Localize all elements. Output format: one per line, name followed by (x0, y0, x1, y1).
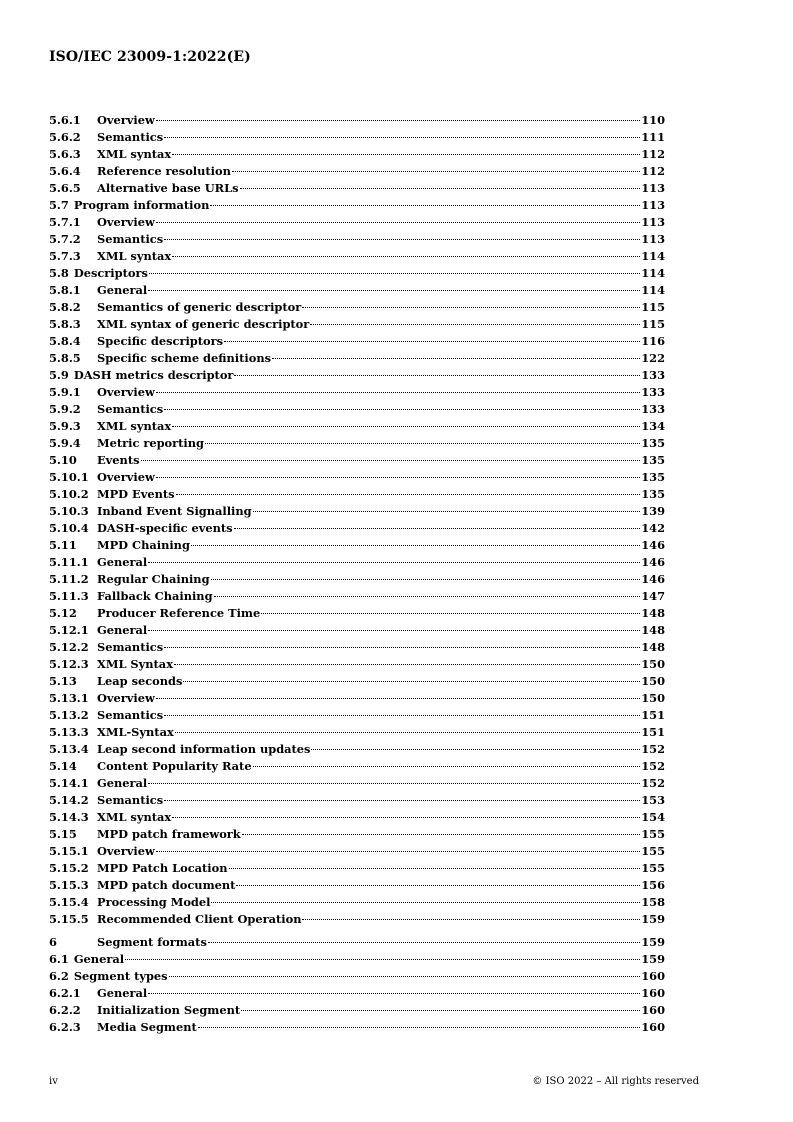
toc-entry-page: 113 (641, 198, 665, 212)
toc-entry-title: General (73, 952, 125, 966)
toc-entry[interactable] (49, 934, 665, 951)
toc-entry-number: 5.14 (49, 759, 77, 773)
toc-entry-title: Events (97, 453, 140, 467)
toc-dot-leader (311, 749, 640, 750)
toc-entry-title: Semantics (97, 130, 164, 144)
toc-entry-page: 160 (641, 986, 665, 1000)
toc-dot-leader (172, 154, 640, 155)
toc-entry-page: 133 (641, 402, 665, 416)
toc-entry[interactable] (49, 520, 665, 537)
toc-dot-leader (272, 358, 640, 359)
toc-entry-page: 154 (641, 810, 665, 824)
toc-dot-leader (176, 494, 641, 495)
toc-entry-page: 113 (641, 232, 665, 246)
toc-entry-title: Semantics (97, 708, 164, 722)
toc-entry-title: Segment types (73, 969, 168, 983)
toc-entry[interactable] (49, 367, 665, 384)
toc-entry-title: Semantics (97, 232, 164, 246)
toc-entry-number: 5.12.1 (49, 623, 89, 637)
toc-entry[interactable] (49, 809, 665, 826)
toc-entry-number: 6.2.2 (49, 1003, 81, 1017)
toc-dot-leader (229, 868, 641, 869)
toc-dot-leader (253, 511, 641, 512)
toc-entry-page: 116 (641, 334, 665, 348)
toc-entry-number: 5.6.3 (49, 147, 81, 161)
toc-entry-number: 5.13.4 (49, 742, 89, 756)
toc-entry[interactable] (49, 877, 665, 894)
toc-entry-number: 5.11.2 (49, 572, 89, 586)
toc-entry-page: 115 (641, 317, 665, 331)
toc-entry-number: 5.11.1 (49, 555, 89, 569)
toc-entry[interactable] (49, 690, 665, 707)
toc-entry-title: DASH metrics descriptor (73, 368, 234, 382)
toc-entry-number: 5.14.3 (49, 810, 89, 824)
toc-entry-number: 5.13 (49, 674, 77, 688)
toc-entry[interactable] (49, 197, 665, 214)
toc-entry-number: 5.15.5 (49, 912, 89, 926)
toc-entry-number: 5.8.4 (49, 334, 81, 348)
toc-dot-leader (148, 783, 640, 784)
toc-entry-page: 159 (641, 935, 665, 949)
toc-entry-page: 148 (641, 640, 665, 654)
toc-entry-title: XML syntax (97, 419, 172, 433)
toc-entry[interactable] (49, 146, 665, 163)
toc-entry-title: Leap second information updates (97, 742, 311, 756)
toc-dot-leader (172, 817, 640, 818)
toc-entry-title: Media Segment (97, 1020, 197, 1034)
toc-entry-number: 5.8.1 (49, 283, 81, 297)
toc-entry-number: 5.9.3 (49, 419, 81, 433)
toc-dot-leader (261, 613, 640, 614)
toc-entry-number: 5.13.3 (49, 725, 89, 739)
toc-entry-page: 146 (641, 572, 665, 586)
toc-entry-title: Specific descriptors (97, 334, 224, 348)
toc-entry-title: Overview (97, 844, 155, 858)
toc-dot-leader (224, 341, 640, 342)
toc-entry[interactable] (49, 180, 665, 197)
toc-entry-number: 5.15.3 (49, 878, 89, 892)
toc-entry[interactable] (49, 741, 665, 758)
toc-dot-leader (253, 766, 641, 767)
toc-entry[interactable] (49, 452, 665, 469)
toc-entry[interactable] (49, 248, 665, 265)
toc-entry-number: 5.8.5 (49, 351, 81, 365)
toc-entry-page: 146 (641, 555, 665, 569)
toc-entry-page: 150 (641, 657, 665, 671)
toc-entry[interactable] (49, 860, 665, 877)
toc-entry-title: General (97, 283, 148, 297)
toc-entry-title: Fallback Chaining (97, 589, 213, 603)
toc-entry-number: 5.14.2 (49, 793, 89, 807)
toc-entry[interactable] (49, 792, 665, 809)
toc-entry-title: General (97, 623, 148, 637)
toc-entry-number: 5.6.4 (49, 164, 81, 178)
toc-entry[interactable] (49, 265, 665, 282)
toc-dot-leader (175, 732, 640, 733)
toc-entry-page: 113 (641, 215, 665, 229)
toc-entry-number: 5.9.4 (49, 436, 81, 450)
toc-entry[interactable] (49, 843, 665, 860)
toc-entry-title: Semantics (97, 640, 164, 654)
toc-dot-leader (232, 171, 640, 172)
toc-entry-number: 5.10.3 (49, 504, 89, 518)
toc-entry-page: 112 (641, 147, 665, 161)
toc-entry[interactable] (49, 826, 665, 843)
toc-dot-leader (198, 1027, 640, 1028)
toc-entry-number: 5.15.1 (49, 844, 89, 858)
toc-entry-title: Recommended Client Operation (97, 912, 302, 926)
toc-entry[interactable] (49, 231, 665, 248)
toc-entry-title: Alternative base URLs (97, 181, 239, 195)
toc-dot-leader (210, 205, 640, 206)
toc-dot-leader (164, 800, 640, 801)
toc-entry-page: 150 (641, 674, 665, 688)
toc-dot-leader (156, 120, 640, 121)
toc-dot-leader (234, 528, 641, 529)
toc-dot-leader (208, 942, 640, 943)
toc-entry-page: 114 (641, 266, 665, 280)
toc-entry-title: MPD Chaining (97, 538, 190, 552)
toc-entry-number: 5.8 (49, 266, 69, 280)
toc-entry-title: MPD Events (97, 487, 175, 501)
toc-entry[interactable] (49, 911, 665, 928)
toc-entry-number: 5.8.2 (49, 300, 81, 314)
toc-dot-leader (164, 137, 640, 138)
toc-entry-number: 5.12 (49, 606, 77, 620)
document-header-title: ISO/IEC 23009-1:2022(E) (49, 49, 251, 65)
toc-dot-leader (183, 681, 640, 682)
toc-entry-page: 110 (641, 113, 665, 127)
toc-entry-page: 115 (641, 300, 665, 314)
toc-dot-leader (164, 715, 640, 716)
footer-page-number: iv (49, 1076, 58, 1087)
toc-entry-number: 5.10 (49, 453, 77, 467)
toc-entry-title: Initialization Segment (97, 1003, 241, 1017)
toc-entry[interactable] (49, 486, 665, 503)
toc-entry-page: 142 (641, 521, 665, 535)
toc-entry-title: General (97, 555, 148, 569)
toc-entry-title: Semantics of generic descriptor (97, 300, 302, 314)
toc-entry-number: 5.11.3 (49, 589, 89, 603)
toc-entry-title: Semantics (97, 402, 164, 416)
toc-dot-leader (148, 630, 640, 631)
toc-entry-title: Producer Reference Time (97, 606, 261, 620)
toc-entry-title: Descriptors (73, 266, 148, 280)
toc-entry[interactable] (49, 435, 665, 452)
toc-entry-title: Reference resolution (97, 164, 231, 178)
toc-entry[interactable] (49, 350, 665, 367)
toc-dot-leader (302, 919, 640, 920)
toc-entry-page: 147 (641, 589, 665, 603)
toc-dot-leader (172, 426, 640, 427)
toc-entry-title: XML-Syntax (97, 725, 174, 739)
toc-entry-title: Overview (97, 385, 155, 399)
toc-entry[interactable] (49, 282, 665, 299)
toc-dot-leader (205, 443, 640, 444)
toc-entry[interactable] (49, 384, 665, 401)
toc-dot-leader (156, 698, 640, 699)
toc-dot-leader (241, 1010, 640, 1011)
toc-entry-title: Overview (97, 113, 155, 127)
toc-entry[interactable] (49, 401, 665, 418)
toc-entry-page: 158 (641, 895, 665, 909)
toc-entry[interactable] (49, 214, 665, 231)
toc-entry-title: Overview (97, 691, 155, 705)
toc-dot-leader (148, 290, 640, 291)
toc-entry-page: 152 (641, 742, 665, 756)
toc-entry-number: 5.13.2 (49, 708, 89, 722)
page-footer (49, 1076, 699, 1087)
toc-entry[interactable] (49, 775, 665, 792)
toc-entry-number: 6 (49, 935, 57, 949)
toc-entry-page: 139 (641, 504, 665, 518)
toc-entry-title: Segment formats (97, 935, 207, 949)
toc-entry[interactable] (49, 758, 665, 775)
toc-entry[interactable] (49, 951, 665, 968)
toc-entry[interactable] (49, 1019, 665, 1036)
toc-entry-page: 112 (641, 164, 665, 178)
toc-entry-page: 155 (641, 861, 665, 875)
toc-entry-number: 5.10.1 (49, 470, 89, 484)
toc-dot-leader (148, 993, 640, 994)
toc-entry-title: XML Syntax (97, 657, 173, 671)
toc-entry-number: 5.15.4 (49, 895, 89, 909)
toc-entry-page: 146 (641, 538, 665, 552)
toc-entry-title: General (97, 776, 148, 790)
toc-entry-page: 114 (641, 283, 665, 297)
toc-dot-leader (169, 976, 641, 977)
toc-entry-number: 5.9.1 (49, 385, 81, 399)
toc-entry-page: 151 (641, 725, 665, 739)
toc-dot-leader (242, 834, 641, 835)
toc-dot-leader (191, 545, 640, 546)
toc-dot-leader (156, 222, 640, 223)
toc-dot-leader (164, 647, 640, 648)
toc-entry[interactable] (49, 333, 665, 350)
toc-dot-leader (125, 959, 640, 960)
toc-entry[interactable] (49, 639, 665, 656)
toc-entry-page: 135 (641, 487, 665, 501)
toc-entry-page: 150 (641, 691, 665, 705)
toc-entry-page: 160 (641, 1003, 665, 1017)
toc-dot-leader (211, 579, 641, 580)
toc-entry-number: 6.2 (49, 969, 69, 983)
toc-entry[interactable] (49, 316, 665, 333)
toc-entry-title: Overview (97, 470, 155, 484)
toc-entry[interactable] (49, 673, 665, 690)
toc-entry-page: 111 (641, 130, 665, 144)
toc-entry-title: Content Popularity Rate (97, 759, 252, 773)
toc-entry-title: Leap seconds (97, 674, 183, 688)
toc-entry-number: 5.12.2 (49, 640, 89, 654)
toc-entry-number: 5.8.3 (49, 317, 81, 331)
toc-entry-page: 133 (641, 368, 665, 382)
toc-entry-page: 155 (641, 827, 665, 841)
toc-entry[interactable] (49, 894, 665, 911)
toc-entry-page: 159 (641, 952, 665, 966)
toc-entry-title: Specific scheme definitions (97, 351, 272, 365)
toc-entry-number: 5.15.2 (49, 861, 89, 875)
toc-entry-number: 6.2.1 (49, 986, 81, 1000)
toc-entry[interactable] (49, 724, 665, 741)
toc-entry-title: MPD patch framework (97, 827, 241, 841)
toc-entry-title: XML syntax of generic descriptor (97, 317, 310, 331)
toc-entry[interactable] (49, 1002, 665, 1019)
toc-entry-number: 5.7.1 (49, 215, 81, 229)
toc-entry[interactable] (49, 707, 665, 724)
toc-entry[interactable] (49, 129, 665, 146)
footer-copyright: © ISO 2022 – All rights reserved (532, 1076, 699, 1087)
toc-dot-leader (310, 324, 640, 325)
toc-dot-leader (234, 375, 640, 376)
toc-entry[interactable] (49, 605, 665, 622)
toc-entry-page: 156 (641, 878, 665, 892)
toc-entry-title: XML syntax (97, 810, 172, 824)
toc-dot-leader (236, 885, 640, 886)
toc-entry-page: 135 (641, 436, 665, 450)
toc-entry-page: 155 (641, 844, 665, 858)
toc-dot-leader (174, 664, 640, 665)
toc-dot-leader (240, 188, 641, 189)
toc-entry-number: 6.1 (49, 952, 69, 966)
toc-entry-number: 6.2.3 (49, 1020, 81, 1034)
toc-dot-leader (156, 392, 640, 393)
toc-entry-page: 135 (641, 470, 665, 484)
toc-entry-title: MPD Patch Location (97, 861, 228, 875)
toc-entry[interactable] (49, 418, 665, 435)
toc-entry-number: 5.13.1 (49, 691, 89, 705)
toc-entry-title: DASH-specific events (97, 521, 233, 535)
toc-entry-number: 5.10.2 (49, 487, 89, 501)
toc-entry-title: Metric reporting (97, 436, 204, 450)
toc-entry[interactable] (49, 554, 665, 571)
toc-entry-title: General (97, 986, 148, 1000)
toc-entry-number: 5.15 (49, 827, 77, 841)
toc-entry-number: 5.6.5 (49, 181, 81, 195)
toc-entry-page: 160 (641, 1020, 665, 1034)
toc-entry-number: 5.10.4 (49, 521, 89, 535)
toc-dot-leader (302, 307, 640, 308)
toc-entry-title: Inband Event Signalling (97, 504, 252, 518)
toc-entry-title: Semantics (97, 793, 164, 807)
toc-entry-page: 114 (641, 249, 665, 263)
toc-entry-number: 5.14.1 (49, 776, 89, 790)
toc-entry[interactable] (49, 985, 665, 1002)
toc-entry-number: 5.7.3 (49, 249, 81, 263)
toc-entry[interactable] (49, 299, 665, 316)
toc-entry-page: 135 (641, 453, 665, 467)
toc-entry[interactable] (49, 163, 665, 180)
toc-dot-leader (141, 460, 641, 461)
toc-entry-title: Program information (73, 198, 210, 212)
toc-entry[interactable] (49, 656, 665, 673)
toc-entry-page: 148 (641, 623, 665, 637)
toc-entry[interactable] (49, 469, 665, 486)
toc-dot-leader (172, 256, 640, 257)
toc-entry-title: XML syntax (97, 147, 172, 161)
toc-dot-leader (164, 409, 640, 410)
toc-dot-leader (164, 239, 640, 240)
toc-entry-number: 5.7.2 (49, 232, 81, 246)
toc-entry[interactable] (49, 112, 665, 129)
toc-entry-title: Regular Chaining (97, 572, 210, 586)
toc-dot-leader (149, 273, 640, 274)
toc-entry[interactable] (49, 968, 665, 985)
toc-entry-number: 5.9.2 (49, 402, 81, 416)
toc-entry-number: 5.9 (49, 368, 69, 382)
toc-entry-page: 113 (641, 181, 665, 195)
toc-entry[interactable] (49, 537, 665, 554)
table-of-contents (49, 112, 665, 1036)
toc-entry-page: 152 (641, 759, 665, 773)
toc-entry[interactable] (49, 622, 665, 639)
toc-entry-title: MPD patch document (97, 878, 236, 892)
toc-dot-leader (156, 851, 640, 852)
toc-entry-number: 5.6.2 (49, 130, 81, 144)
toc-entry-title: XML syntax (97, 249, 172, 263)
toc-entry-page: 122 (641, 351, 665, 365)
toc-entry-page: 133 (641, 385, 665, 399)
toc-entry-page: 134 (641, 419, 665, 433)
toc-entry[interactable] (49, 503, 665, 520)
toc-entry-page: 153 (641, 793, 665, 807)
toc-dot-leader (156, 477, 640, 478)
toc-entry[interactable] (49, 571, 665, 588)
toc-entry-number: 5.7 (49, 198, 69, 212)
toc-entry-title: Overview (97, 215, 155, 229)
toc-dot-leader (211, 902, 640, 903)
toc-entry-page: 152 (641, 776, 665, 790)
toc-entry-page: 151 (641, 708, 665, 722)
toc-dot-leader (214, 596, 641, 597)
toc-entry-page: 148 (641, 606, 665, 620)
toc-entry-title: Processing Model (97, 895, 211, 909)
toc-entry[interactable] (49, 588, 665, 605)
toc-entry-page: 159 (641, 912, 665, 926)
toc-entry-number: 5.6.1 (49, 113, 81, 127)
toc-dot-leader (148, 562, 640, 563)
toc-entry-number: 5.11 (49, 538, 77, 552)
toc-entry-number: 5.12.3 (49, 657, 89, 671)
toc-entry-page: 160 (641, 969, 665, 983)
